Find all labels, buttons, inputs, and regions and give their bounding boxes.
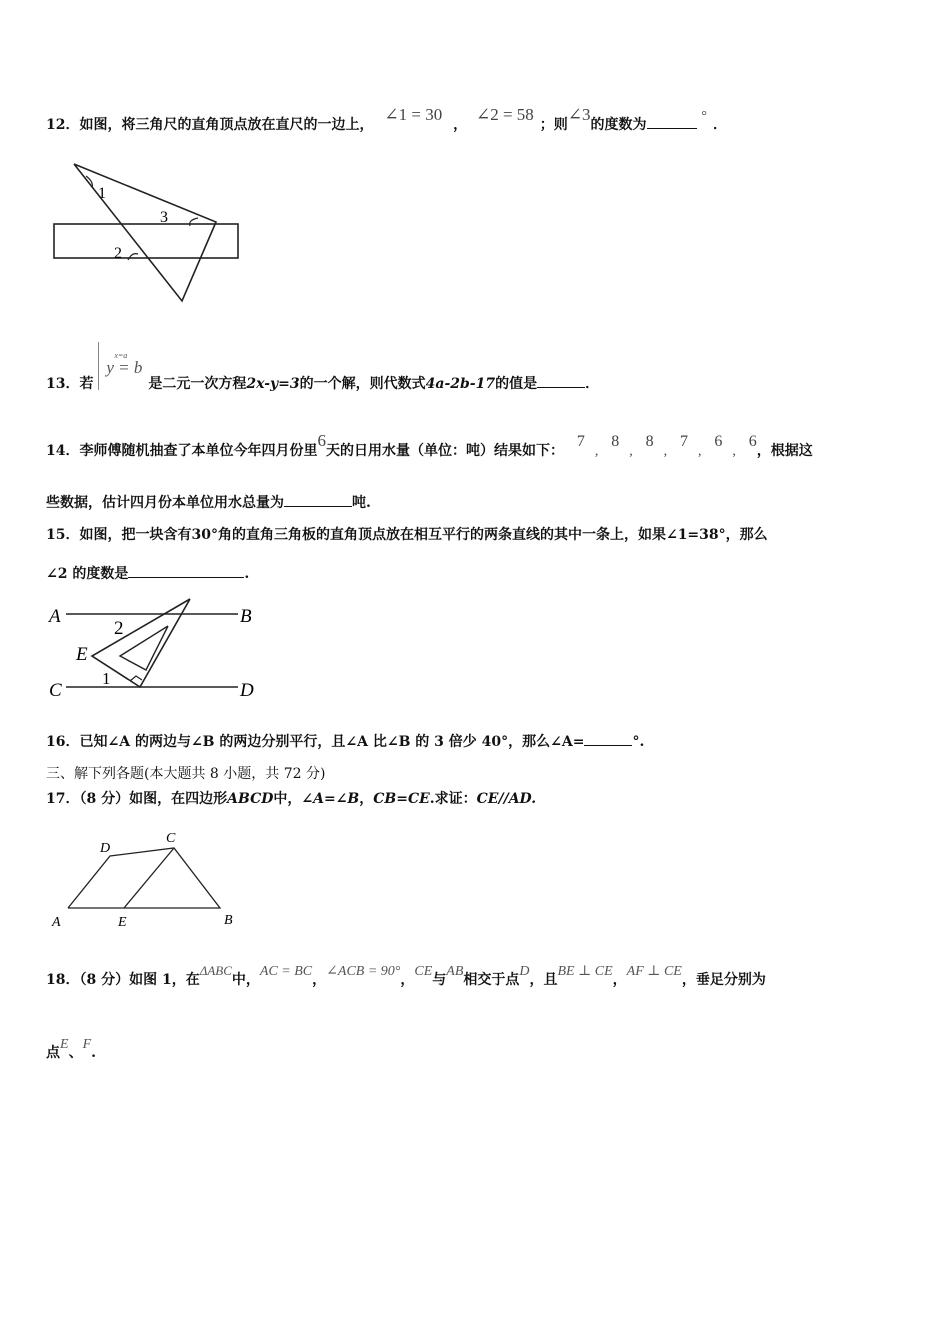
q18-perp-2: AF ⊥ CE bbox=[626, 964, 682, 979]
label-2: 2 bbox=[114, 245, 122, 262]
q14-value-6: 6 bbox=[748, 433, 757, 450]
question-14: 14．李师傅随机抽查了本单位今年四月份里6天的日用水量（单位：吨）结果如下： 7, 8, 8, 7, 6, 6，根据这 bbox=[46, 431, 813, 459]
q14-value-2: 8 bbox=[611, 433, 620, 450]
question-13 bbox=[46, 351, 910, 394]
q13-answer-blank[interactable] bbox=[537, 373, 585, 388]
label-d: D bbox=[100, 841, 111, 856]
q17-sep: ， bbox=[359, 791, 374, 807]
label-b: B bbox=[240, 606, 252, 627]
q18-text-6: ，垂足分别为 bbox=[681, 972, 766, 988]
q17-cond-1: ∠A=∠B bbox=[301, 791, 360, 807]
label-e: E bbox=[76, 644, 88, 665]
question-12 bbox=[46, 105, 910, 136]
q17-goal: CE//AD. bbox=[476, 791, 537, 807]
q12-angle-3: ∠3 bbox=[567, 105, 591, 124]
q18-text-4: 相交于点 bbox=[463, 972, 520, 988]
q18-dun: 、 bbox=[68, 1045, 83, 1061]
quadrilateral-abcd bbox=[68, 848, 220, 908]
q18-text-3: 与 bbox=[432, 972, 447, 988]
q12-degree: ° bbox=[701, 109, 708, 124]
label-c: C bbox=[166, 831, 176, 846]
angle-2-arc bbox=[128, 254, 138, 260]
q17-figure bbox=[44, 826, 244, 932]
q17-abcd: ABCD bbox=[227, 791, 274, 807]
q17-number: 17．（8 分） bbox=[46, 791, 130, 807]
question-15-line-2 bbox=[46, 563, 910, 584]
q18-f: F bbox=[82, 1037, 92, 1052]
q12-angle-1: ∠1 = 30 bbox=[384, 105, 443, 124]
question-15 bbox=[46, 525, 910, 545]
label-3: 3 bbox=[160, 209, 168, 226]
q13-text-3: 的值是 bbox=[495, 376, 538, 392]
q14-answer-blank[interactable] bbox=[284, 492, 352, 507]
q17-text-1: 如图，在四边形 bbox=[129, 791, 228, 807]
q18-text-2: 中， bbox=[231, 972, 260, 988]
q13-system bbox=[98, 351, 148, 388]
q18-sep-1: ， bbox=[312, 972, 327, 988]
q15-line-2a: ∠2 的度数是 bbox=[46, 566, 129, 582]
q12-text-2: ；则 bbox=[539, 117, 568, 133]
label-2: 2 bbox=[114, 618, 124, 639]
q18-eq-2: ∠ACB = 90° bbox=[326, 964, 401, 979]
q12-number: 12． bbox=[46, 117, 80, 133]
q17-text-3: .求证： bbox=[429, 791, 477, 807]
set-square-triangle bbox=[74, 164, 216, 301]
q13-number: 13．若 bbox=[46, 376, 94, 392]
q15-number: 15． bbox=[46, 527, 80, 543]
q14-value-5: 6 bbox=[714, 433, 723, 450]
q13-equation: 2x-y=3 bbox=[246, 376, 300, 392]
system-brace bbox=[98, 342, 99, 390]
q14-text-3: ，根据这 bbox=[756, 443, 813, 459]
segment-ce bbox=[124, 848, 174, 908]
label-1: 1 bbox=[102, 669, 111, 688]
q13-expression: 4a-2b-17 bbox=[425, 376, 496, 392]
q18-eq-1: AC = BC bbox=[259, 964, 313, 979]
q14-line-2a: 些数据，估计四月份本单位用水总量为 bbox=[46, 495, 284, 511]
label-d: D bbox=[240, 680, 254, 701]
system-top: x=a bbox=[114, 351, 128, 360]
label-b: B bbox=[224, 913, 233, 928]
q18-number: 18．（8 分） bbox=[46, 972, 130, 988]
q18-text-5: ，且 bbox=[529, 972, 558, 988]
label-a: A bbox=[52, 915, 61, 930]
q18-sep-3: ， bbox=[612, 972, 627, 988]
q16-text: 已知∠A 的两边与∠B 的两边分别平行，且∠A 比∠B 的 3 倍少 40°，那么∠A= bbox=[79, 734, 585, 750]
q18-end: . bbox=[91, 1045, 96, 1061]
section-3-title: 三、解下列各题(本大题共 8 小题，共 72 分) bbox=[46, 766, 326, 782]
q14-value-4: 7 bbox=[679, 433, 688, 450]
angle-3-arc bbox=[190, 218, 198, 226]
q15-text-1: 如图，把一块含有30°角的直角三角板的直角顶点放在相互平行的两条直线的其中一条上，如果∠1=38°，那么 bbox=[79, 527, 768, 543]
q18-e: E bbox=[60, 1037, 69, 1052]
q18-sep-2: ， bbox=[400, 972, 415, 988]
q15-figure bbox=[44, 596, 274, 706]
q18-d: D bbox=[519, 964, 530, 979]
system-bottom: y = b bbox=[106, 358, 143, 377]
ruler-rect bbox=[54, 224, 238, 258]
q12-end: ． bbox=[713, 117, 728, 133]
q16-answer-blank[interactable] bbox=[584, 731, 632, 746]
section-3-heading bbox=[46, 764, 910, 784]
q14-text-1: 李师傅随机抽查了本单位今年四月份里 bbox=[79, 443, 318, 459]
q18-ab: AB bbox=[446, 964, 464, 979]
q13-text-1: 是二元一次方程 bbox=[148, 376, 247, 392]
q14-number: 14． bbox=[46, 443, 80, 459]
q14-value-3: 8 bbox=[645, 433, 654, 450]
q18-text-1: 如图 1，在 bbox=[129, 972, 200, 988]
question-18-line-2 bbox=[46, 1037, 910, 1064]
q13-end: ． bbox=[585, 376, 600, 392]
label-c: C bbox=[49, 680, 62, 701]
question-14-line-2 bbox=[46, 492, 910, 513]
q13-text-2: 的一个解，则代数式 bbox=[299, 376, 426, 392]
q12-figure bbox=[48, 158, 248, 308]
q17-text-2: 中， bbox=[273, 791, 302, 807]
q14-days: 6 bbox=[317, 431, 326, 450]
q12-angle-2: ∠2 = 58 bbox=[475, 105, 534, 124]
q16-end: °. bbox=[632, 734, 645, 750]
label-a: A bbox=[49, 606, 61, 627]
q15-end: . bbox=[244, 566, 250, 582]
q15-answer-blank[interactable] bbox=[128, 563, 244, 578]
q12-text-1: 如图，将三角尺的直角顶点放在直尺的一边上， bbox=[79, 117, 374, 133]
q18-triangle: ΔABC bbox=[199, 963, 232, 978]
q14-value-1: 7 bbox=[576, 433, 585, 450]
q12-text-3: 的度数为 bbox=[590, 117, 647, 133]
question-16 bbox=[46, 731, 910, 752]
label-1: 1 bbox=[98, 185, 106, 202]
q16-number: 16． bbox=[46, 734, 80, 750]
question-17 bbox=[46, 789, 910, 809]
q18-line-2a: 点 bbox=[46, 1045, 60, 1061]
q18-ce: CE bbox=[414, 964, 433, 979]
q14-text-2: 天的日用水量（单位：吨）结果如下： bbox=[325, 443, 564, 459]
q12-answer-blank[interactable] bbox=[647, 114, 697, 129]
q14-line-2b: 吨. bbox=[352, 495, 371, 511]
q12-comma: ， bbox=[453, 117, 468, 133]
right-angle-mark bbox=[130, 676, 142, 681]
label-e: E bbox=[118, 915, 127, 930]
q18-perp-1: BE ⊥ CE bbox=[557, 964, 613, 979]
set-square-inner bbox=[120, 626, 168, 670]
question-18 bbox=[46, 963, 910, 991]
q17-cond-2: CB=CE bbox=[373, 791, 430, 807]
